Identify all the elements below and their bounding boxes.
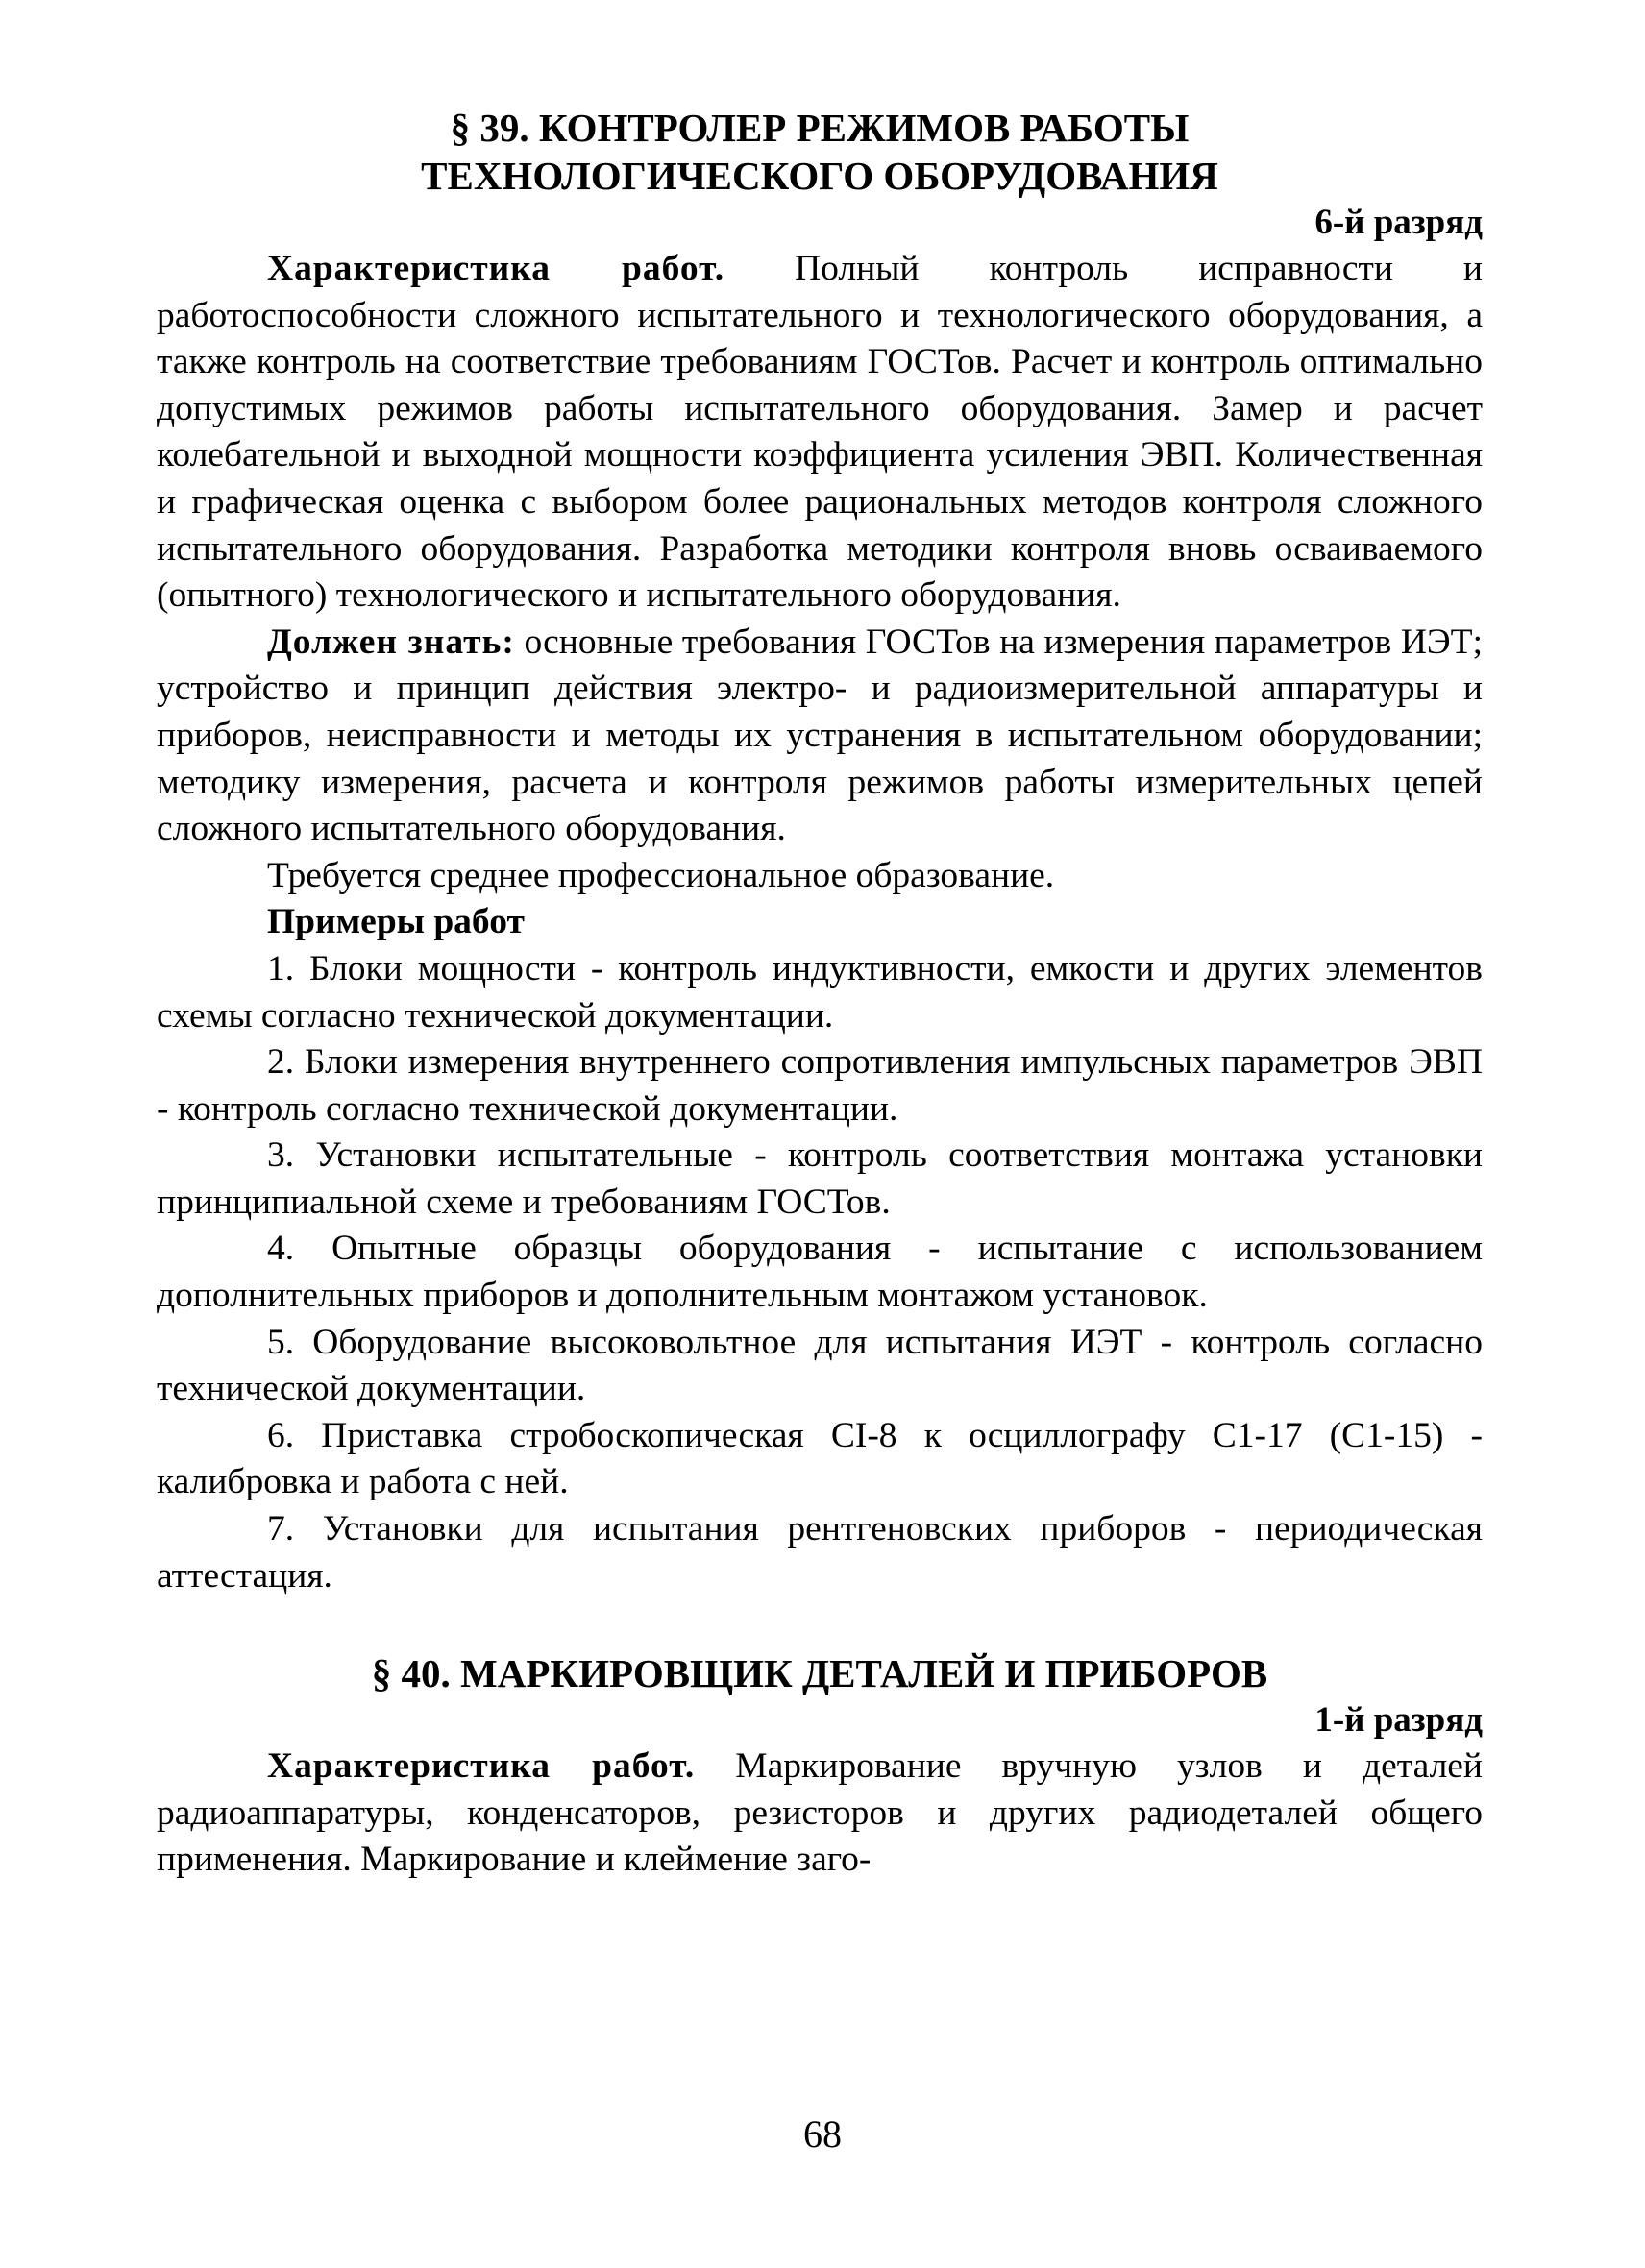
section-40-characteristics-text: Маркирование вручную узлов и деталей радиоаппаратуры, конденсаторов, резисторов и других радиодеталей общего применения. Маркирование и клеймение заго-: [157, 1746, 1483, 1880]
example-item-5: 5. Оборудование высоковольтное для испытания ИЭТ - контроль согласно технической документации.: [157, 1322, 1483, 1409]
section-39-title-line-2: ТЕХНОЛОГИЧЕСКОГО ОБОРУДОВАНИЯ: [421, 154, 1218, 198]
section-40-characteristics-label: Характеристика работ.: [267, 1746, 696, 1787]
example-item-4: 4. Опытные образцы оборудования - испытание с использованием дополнительных приборов и дополнительным монтажом установок.: [157, 1229, 1483, 1316]
section-39-examples-heading: Примеры работ: [267, 902, 525, 942]
section-39-characteristics-label: Характеристика работ.: [267, 249, 725, 288]
section-39-characteristics: [157, 246, 1483, 620]
section-40-title: § 40. МАРКИРОВЩИК ДЕТАЛЕЙ И ПРИБОРОВ: [371, 1651, 1268, 1696]
page-number: 68: [803, 2112, 842, 2156]
section-39-must-know: [157, 620, 1483, 853]
section-40-grade: 1-й разряд: [1314, 1700, 1483, 1741]
example-item-6: 6. Приставка стробоскопическая СI-8 к осциллографу С1-17 (С1-15) - калибровка и работа с ней.: [157, 1415, 1483, 1502]
section-40-characteristics: [157, 1744, 1483, 1884]
section-39-title: [157, 104, 1483, 200]
section-39-must-know-text: основные требования ГОСТов на измерения параметров ИЭТ; устройство и принцип действия электро- и радиоизмерительной аппаратуры и приборов, неисправности и методы их устранения в испытательном оборудовании; методику измерения, расчета и контроля режимов работы измерительных цепей сложного испытательного оборудования.: [157, 622, 1483, 849]
example-item-3: 3. Установки испытательные - контроль соответствия монтажа установки принципиальной схеме и требованиям ГОСТов.: [157, 1135, 1483, 1222]
section-39-must-know-label: Должен знать:: [267, 622, 515, 662]
example-item-7: 7. Установки для испытания рентгеновских приборов - периодическая аттестация.: [157, 1509, 1483, 1596]
example-item-2: 2. Блоки измерения внутреннего сопротивления импульсных параметров ЭВП - контроль согласно технической документации.: [157, 1042, 1483, 1129]
section-39-title-line-1: § 39. КОНТРОЛЕР РЕЖИМОВ РАБОТЫ: [450, 106, 1190, 150]
section-39-characteristics-text: Полный контроль исправности и работоспособности сложного испытательного и технологического оборудования, а также контроль на соответствие требованиям ГОСТов. Расчет и контроль оптимально допустимых режимов работы испытательного оборудования. Замер и расчет колебательной и выходной мощности коэффициента усиления ЭВП. Количественная и графическая оценка с выбором более рациональных методов контроля сложного испытательного оборудования. Разработка методики контроля вновь осваиваемого (опытного) технологического и испытательного оборудования.: [157, 249, 1483, 616]
section-39-education: Требуется среднее профессиональное образование.: [267, 855, 1055, 895]
example-item-1: 1. Блоки мощности - контроль индуктивности, емкости и других элементов схемы согласно технической документации.: [157, 948, 1483, 1036]
section-39-grade: 6-й разряд: [1314, 203, 1483, 242]
document-page: [157, 104, 1483, 1884]
